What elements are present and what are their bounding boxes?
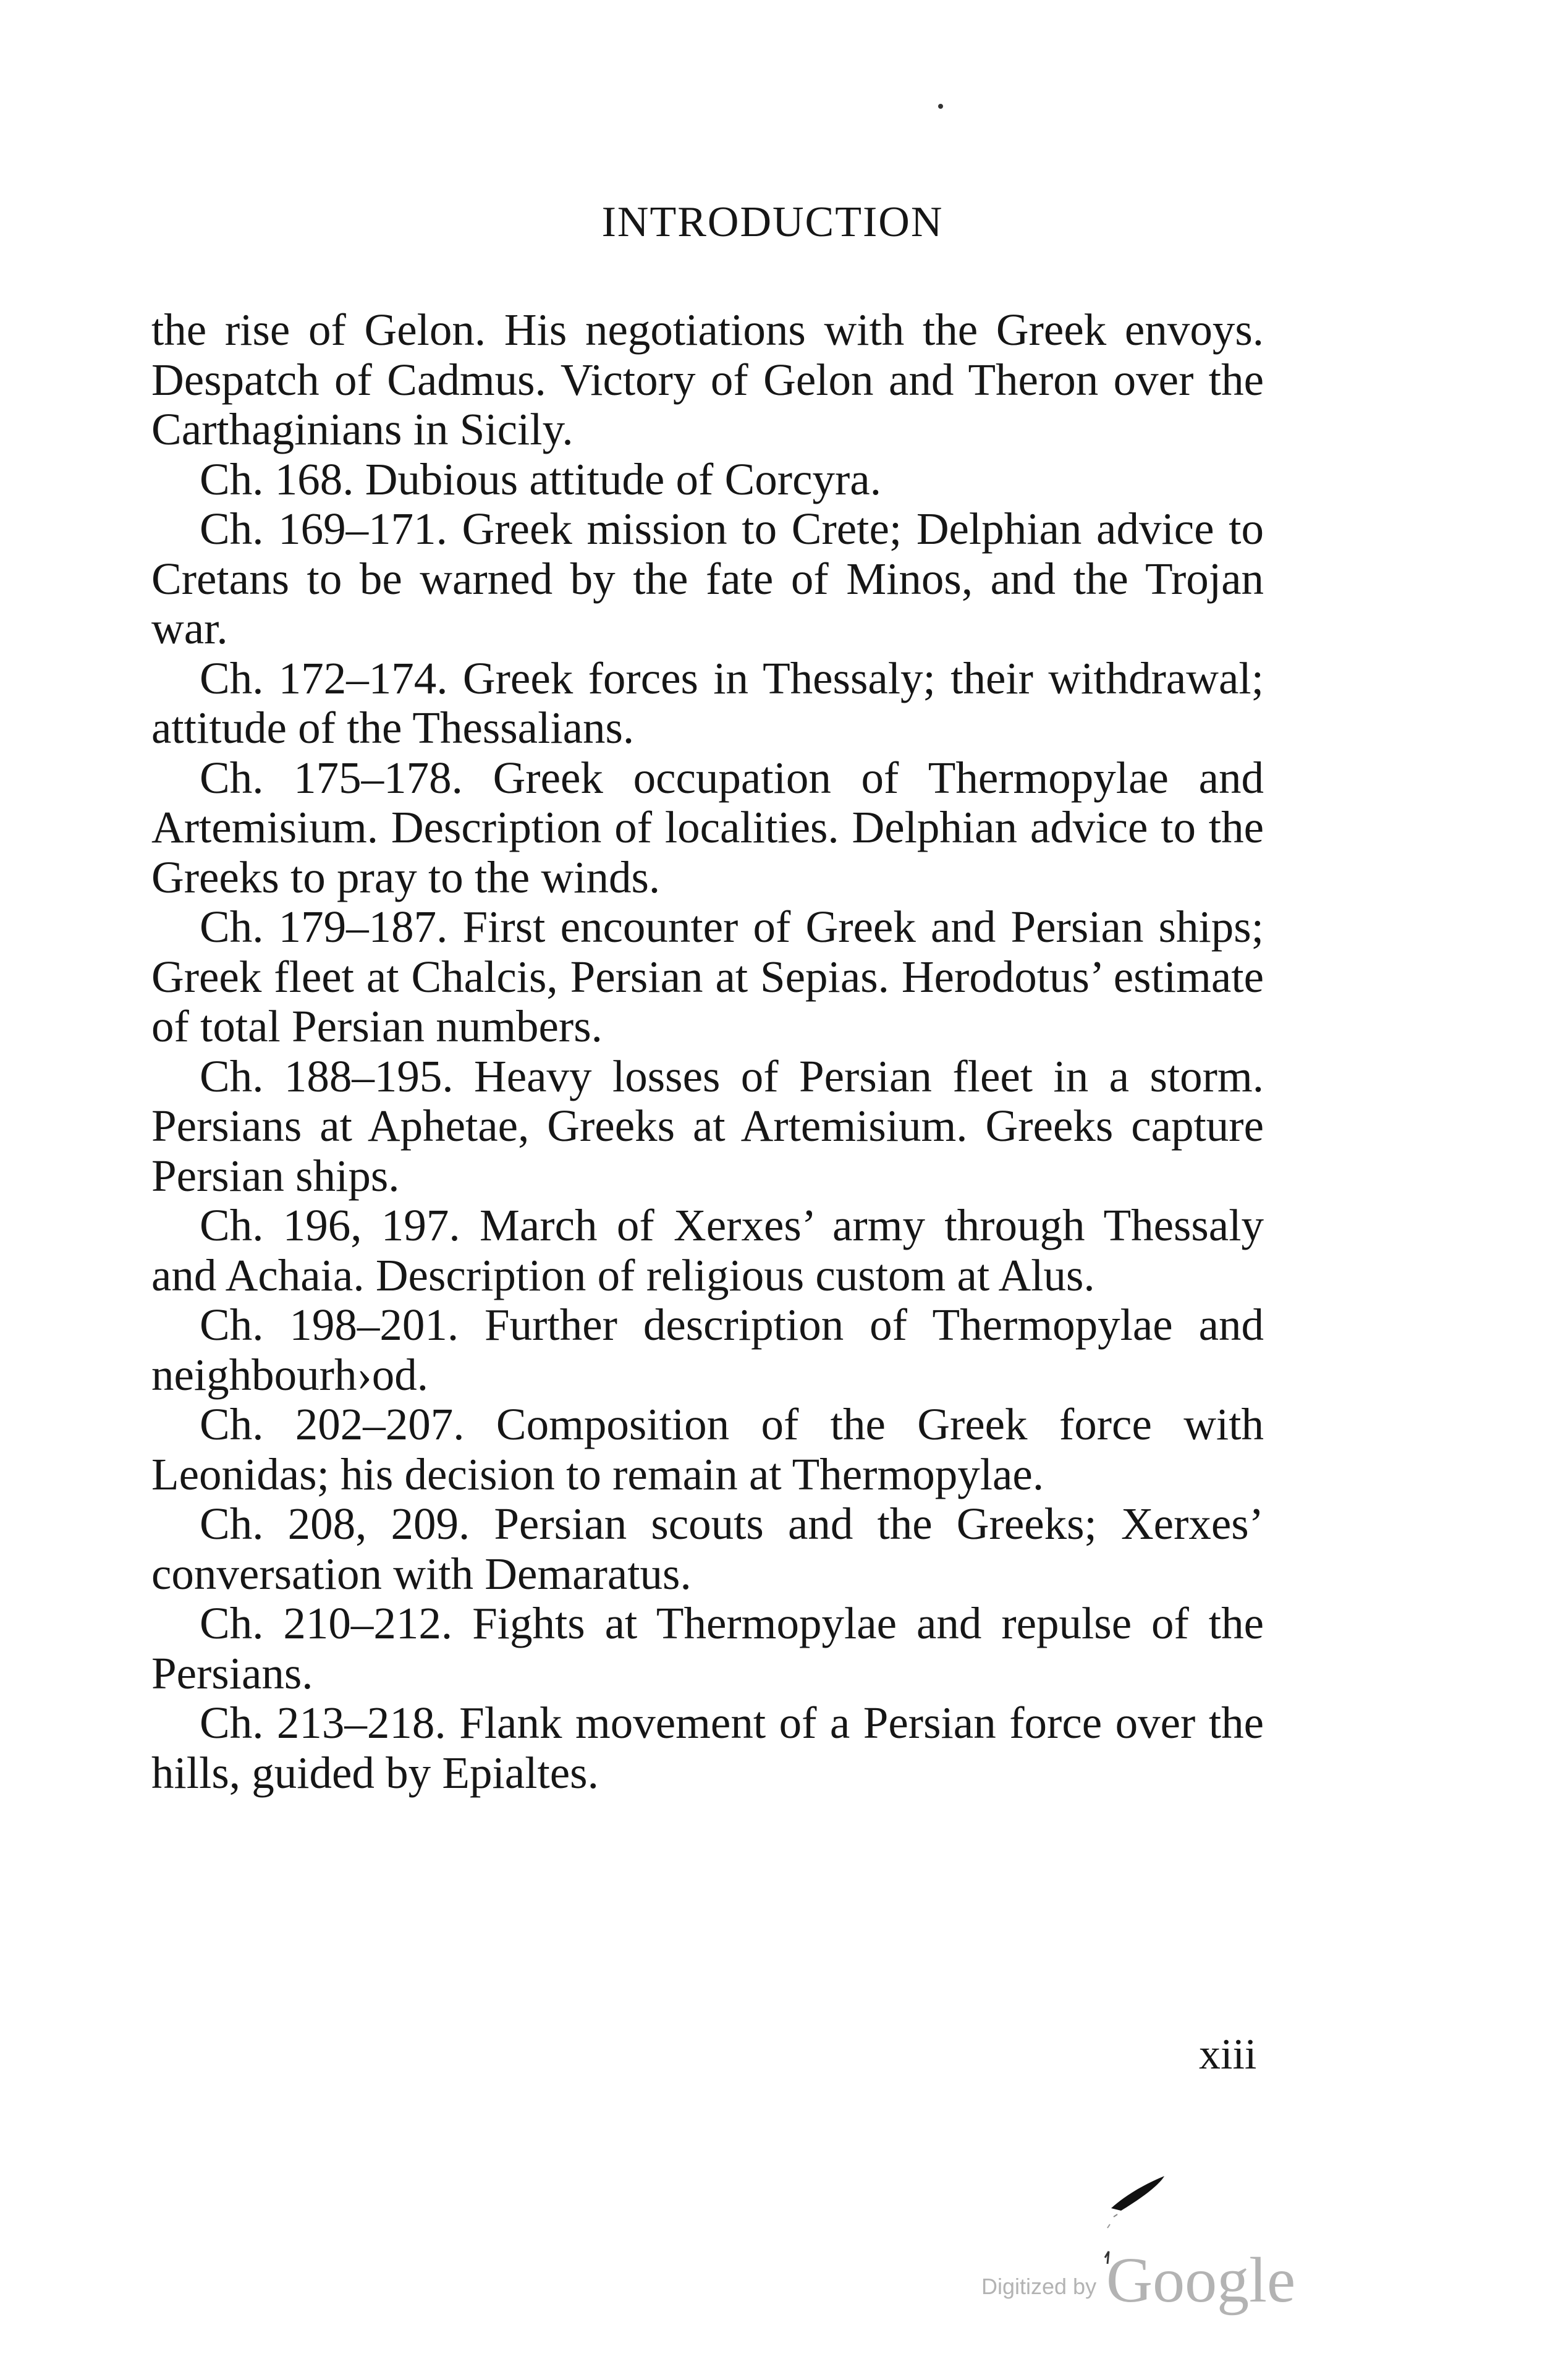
paragraph-ch-210-212: Ch. 210–212. Fights at Thermopylae and repulse of the Persians.	[151, 1598, 1264, 1698]
scan-speck	[938, 104, 943, 109]
paragraph-ch-213-218: Ch. 213–218. Flank movement of a Persian force over the hills, guided by Epialtes.	[151, 1698, 1264, 1798]
paragraph-ch-169-171: Ch. 169–171. Greek mission to Crete; Delphian advice to Cretans to be warned by the fate of Minos, and the Trojan war.	[151, 504, 1264, 653]
paragraph-ch-202-207: Ch. 202–207. Composition of the Greek force with Leonidas; his decision to remain at Thermopylae.	[151, 1399, 1264, 1499]
paragraph-ch-188-195: Ch. 188–195. Heavy losses of Persian fleet in a storm. Persians at Aphetae, Greeks at Artemisium. Greeks capture Persian ships.	[151, 1051, 1264, 1201]
paragraph-gelon: the rise of Gelon. His negotiations with the Greek envoys. Despatch of Cadmus. Victory of Gelon and Theron over the Carthaginians in Sicily.	[151, 305, 1264, 454]
paragraph-ch-172-174: Ch. 172–174. Greek forces in Thessaly; their withdrawal; attitude of the Thessalians.	[151, 653, 1264, 753]
google-logo: Google	[1106, 2245, 1296, 2316]
paragraph-ch-198-201: Ch. 198–201. Further description of Thermopylae and neighbourh›od.	[151, 1300, 1264, 1400]
paragraph-ch-196-197: Ch. 196, 197. March of Xerxes’ army through Thessaly and Achaia. Description of religious custom at Alus.	[151, 1200, 1264, 1300]
digitized-by-label: Digitized by	[981, 2274, 1097, 2299]
page-number: xiii	[1199, 2031, 1257, 2078]
paragraph-ch-168: Ch. 168. Dubious attitude of Corcyra.	[200, 454, 881, 504]
paragraph-ch-175-178: Ch. 175–178. Greek occupation of Thermopylae and Artemisium. Description of localities. Delphian advice to the Greeks to pray to the winds.	[151, 752, 1264, 902]
running-title: INTRODUCTION	[601, 198, 944, 246]
paragraph-ch-208-209: Ch. 208, 209. Persian scouts and the Greeks; Xerxes’ conversation with Demaratus.	[151, 1499, 1264, 1599]
body-text	[151, 305, 1264, 1798]
paragraph-ch-179-187: Ch. 179–187. First encounter of Greek and Persian ships; Greek fleet at Chalcis, Persian at Sepias. Herodotus’ estimate of total Persian numbers.	[151, 902, 1264, 1051]
